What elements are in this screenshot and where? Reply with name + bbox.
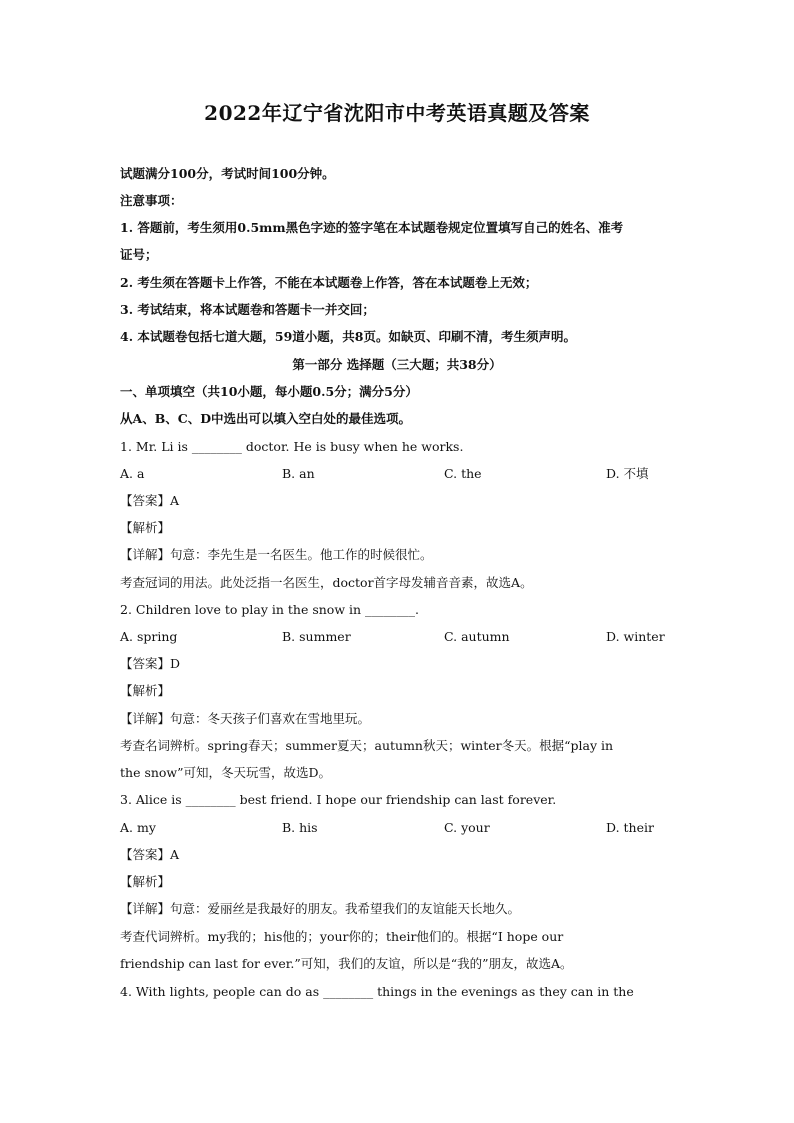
question-stem: 2. Children love to play in the snow in ________. — [120, 602, 419, 617]
answer-label: 【答案】A — [120, 847, 180, 862]
question-options — [120, 466, 680, 482]
question-stem: 3. Alice is ________ best friend. I hope our friendship can last forever. — [120, 792, 557, 807]
notice-item: 4. 本试题卷包括七道大题，59道小题，共8页。如缺页、印刷不清，考生须声明。 — [120, 329, 576, 344]
explain-text: 考查名词辨析。spring春天；summer夏天；autumn秋天；winter冬天。根据“play in — [120, 738, 614, 753]
analysis-label: 【解析】 — [120, 874, 171, 889]
detail-text: 【详解】句意：冬天孩子们喜欢在雪地里玩。 — [120, 711, 371, 726]
section-instruction: 从A、B、C、D中选出可以填入空白处的最佳选项。 — [120, 411, 412, 426]
option-b: B. his — [282, 820, 318, 835]
analysis-label: 【解析】 — [120, 683, 171, 698]
question-stem: 1. Mr. Li is ________ doctor. He is busy when he works. — [120, 439, 464, 454]
explain-text: 考查代词辨析。my我的；his他的；your你的；their他们的。根据“I hope our — [120, 929, 564, 944]
section-heading: 一、单项填空（共10小题，每小题0.5分；满分5分） — [120, 384, 418, 399]
analysis-label: 【解析】 — [120, 520, 171, 535]
question-options — [120, 629, 680, 645]
option-c: C. autumn — [444, 629, 510, 644]
answer-label: 【答案】D — [120, 656, 181, 671]
option-a: A. my — [120, 820, 156, 835]
answer-label: 【答案】A — [120, 493, 180, 508]
explain-text: friendship can last for ever.”可知，我们的友谊，所以是“我的”朋友，故选A。 — [120, 956, 573, 971]
notice-item: 证号； — [120, 247, 158, 262]
option-a: A. spring — [120, 629, 178, 644]
question-options — [120, 820, 680, 836]
question-stem: 4. With lights, people can do as ________ things in the evenings as they can in the — [120, 984, 634, 999]
option-b: B. an — [282, 466, 315, 481]
notice-heading: 注意事项： — [120, 193, 183, 208]
explain-text: 考查冠词的用法。此处泛指一名医生，doctor首字母发辅音音素，故选A。 — [120, 575, 533, 590]
option-a: A. a — [120, 466, 145, 481]
option-c: C. the — [444, 466, 482, 481]
option-c: C. your — [444, 820, 490, 835]
notice-item: 1. 答题前，考生须用0.5mm黑色字迹的签字笔在本试题卷规定位置填写自己的姓名、准考 — [120, 220, 624, 235]
explain-text: the snow”可知，冬天玩雪，故选D。 — [120, 765, 332, 780]
notice-item: 3. 考试结束，将本试题卷和答题卡一并交回； — [120, 302, 375, 317]
option-d: D. winter — [606, 629, 665, 644]
detail-text: 【详解】句意：李先生是一名医生。他工作的时候很忙。 — [120, 547, 433, 562]
option-b: B. summer — [282, 629, 351, 644]
page-title: 2022年辽宁省沈阳市中考英语真题及答案 — [204, 101, 590, 125]
detail-text: 【详解】句意：爱丽丝是我最好的朋友。我希望我们的友谊能天长地久。 — [120, 901, 521, 916]
exam-info: 试题满分100分，考试时间100分钟。 — [120, 166, 335, 181]
part-heading: 第一部分 选择题（三大题；共38分） — [292, 357, 502, 372]
notice-item: 2. 考生须在答题卡上作答，不能在本试题卷上作答，答在本试题卷上无效； — [120, 275, 538, 290]
option-d: D. their — [606, 820, 654, 835]
option-d: D. 不填 — [606, 466, 649, 481]
